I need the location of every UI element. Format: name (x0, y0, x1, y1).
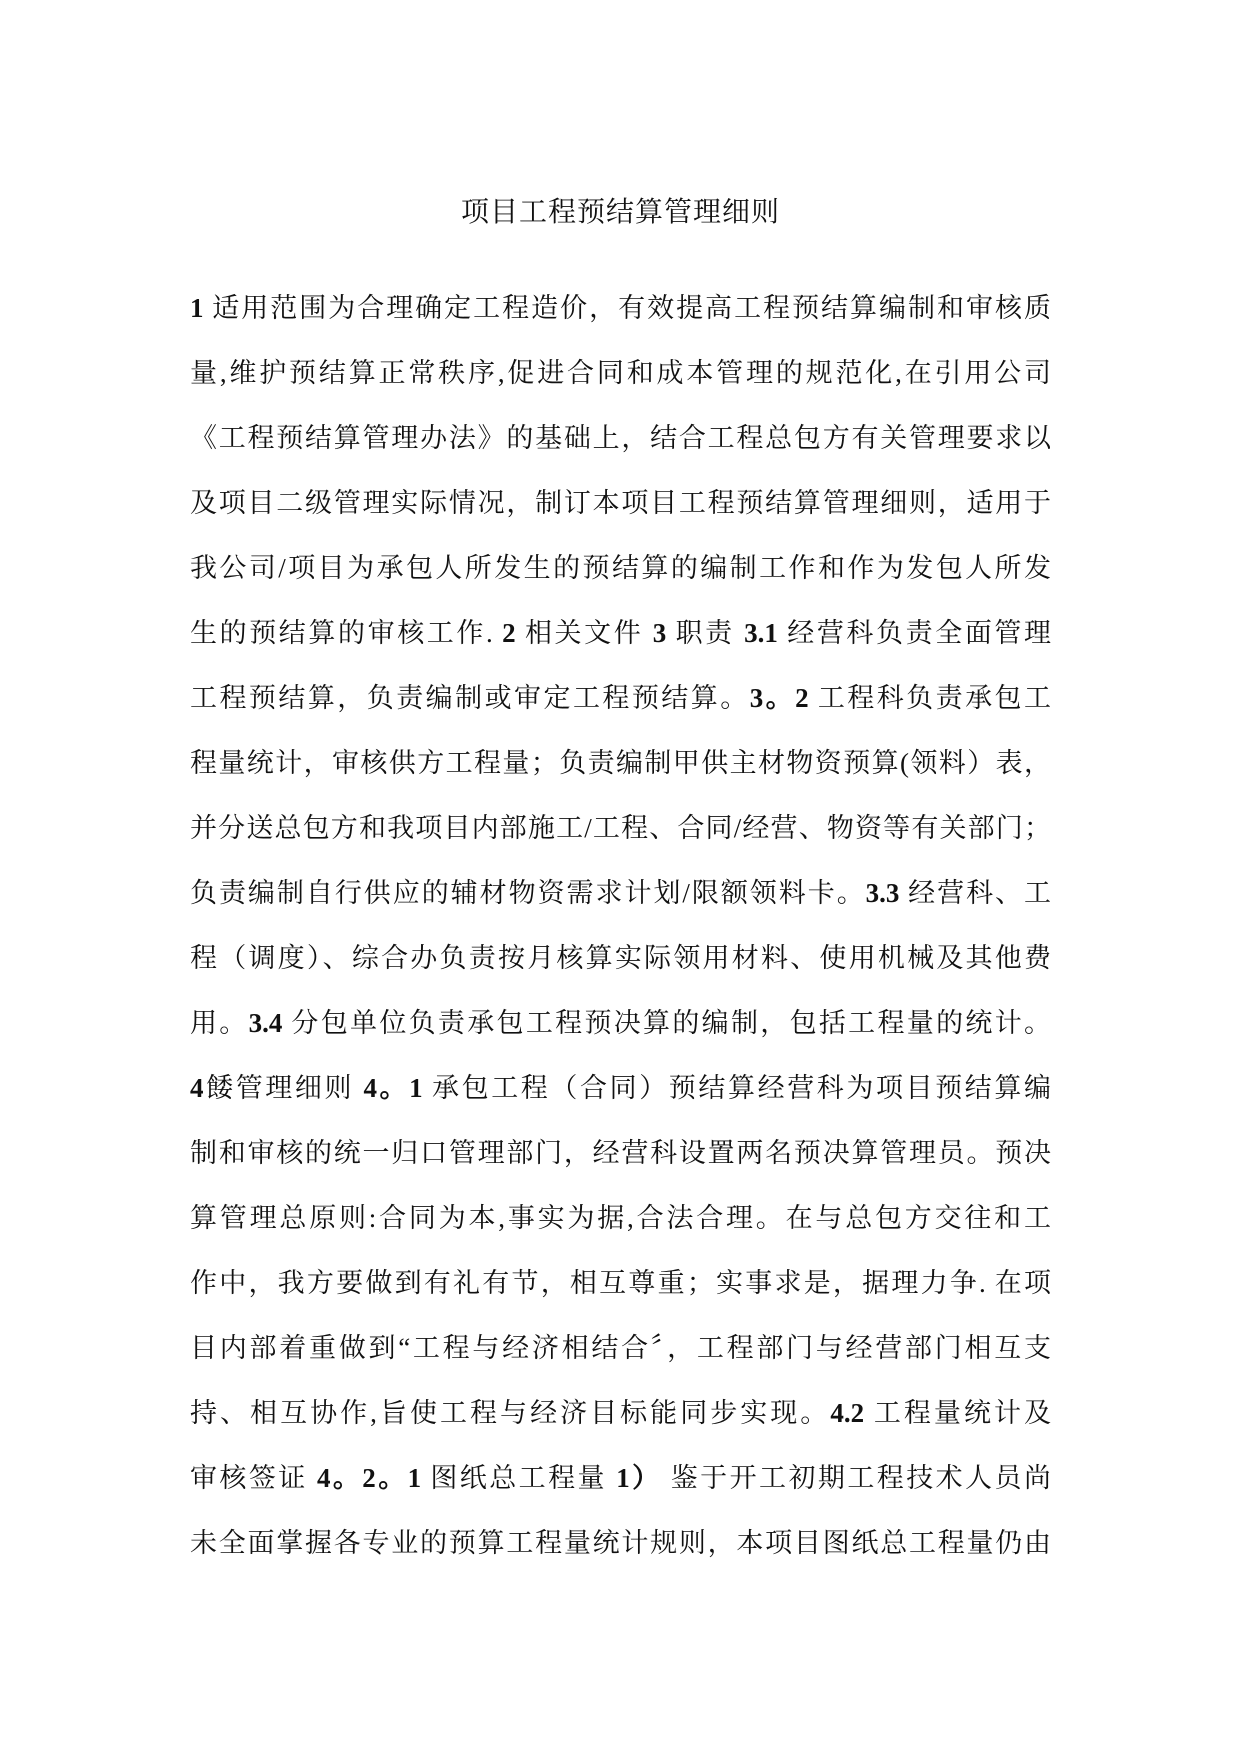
section-number: 3.1 (744, 618, 778, 648)
section-number: 1 (190, 293, 204, 323)
section-number: 4。2。1 (316, 1463, 422, 1493)
section-number: 4.2 (830, 1398, 865, 1428)
text-line (190, 1316, 1051, 1381)
line-text: 相关文件 (515, 618, 653, 648)
text-line (190, 536, 1051, 601)
line-text: 程量统计，审核供方工程量；负责编制甲供主材物资预算(领料）表， (190, 748, 1051, 778)
section-number: 4。1 (363, 1073, 423, 1103)
text-line (190, 731, 1051, 796)
line-text: 适用范围为合理确定工程造价，有效提高工程预结算编制和审核质 (203, 293, 1051, 323)
text-line (190, 1121, 1051, 1186)
line-text: 分包单位负责承包工程预决算的编制，包括工程量的统计。 (282, 1008, 1052, 1038)
line-text: 持、相互协作,旨使工程与经济目标能同步实现。 (190, 1398, 831, 1428)
line-text: 程（调度）、综合办负责按月核算实际领用材料、使用机械及其他费 (190, 943, 1051, 973)
line-text: 图纸总工程量 (421, 1463, 617, 1493)
text-line (190, 796, 1051, 861)
text-line (190, 1446, 1051, 1511)
text-line (190, 666, 1051, 731)
text-line (190, 991, 1051, 1056)
text-line (190, 1251, 1051, 1316)
text-line (190, 276, 1051, 341)
line-text: 餧管理细则 (203, 1073, 364, 1103)
text-line (190, 406, 1051, 471)
section-number: 3.3 (865, 878, 900, 908)
line-text: 我公司/项目为承包人所发生的预结算的编制工作和作为发包人所发 (190, 553, 1051, 583)
section-number: 3。2 (749, 683, 809, 713)
line-text: 鉴于开工初期工程技术人员尚 (661, 1463, 1051, 1493)
section-number: 1） (616, 1463, 662, 1493)
line-text: 目内部着重做到“工程与经济相结合〞，工程部门与经营部门相互支 (190, 1333, 1051, 1363)
text-line (190, 1056, 1051, 1121)
text-line (190, 1381, 1051, 1446)
section-number: 3 (652, 618, 667, 648)
line-text: 生的预结算的审核工作. (190, 618, 503, 648)
section-number: 3.4 (248, 1008, 283, 1038)
document-title: 项目工程预结算管理细则 (460, 197, 780, 228)
line-text: 职责 (666, 618, 745, 648)
line-text: 经营科负责全面管理 (777, 618, 1052, 648)
line-text: 工程量统计及 (864, 1398, 1052, 1428)
line-text: 经营科、工 (899, 878, 1051, 908)
line-text: 工程科负责承包工 (808, 683, 1052, 713)
line-text: 量,维护预结算正常秩序,促进合同和成本管理的规范化,在引用公司 (190, 358, 1051, 388)
document-body (190, 276, 1051, 1576)
section-number: 4 (190, 1073, 204, 1103)
line-text: 承包工程（合同）预结算经营科为项目预结算编 (422, 1073, 1052, 1103)
line-text: 算管理总原则:合同为本,事实为据,合法合理。在与总包方交往和工 (190, 1203, 1051, 1233)
text-line (190, 1511, 1051, 1576)
line-text: 《工程预结算管理办法》的基础上，结合工程总包方有关管理要求以 (190, 423, 1051, 453)
line-text: 用。 (190, 1008, 249, 1038)
text-line (190, 601, 1051, 666)
line-text: 审核签证 (190, 1463, 317, 1493)
line-text: 并分送总包方和我项目内部施工/工程、合同/经营、物资等有关部门； (190, 813, 1051, 843)
text-line (190, 471, 1051, 536)
text-line (190, 1186, 1051, 1251)
text-line (190, 926, 1051, 991)
line-text: 工程预结算，负责编制或审定工程预结算。 (190, 683, 750, 713)
text-line (190, 861, 1051, 926)
line-text: 未全面掌握各专业的预算工程量统计规则，本项目图纸总工程量仍由 (190, 1528, 1051, 1558)
section-number: 2 (502, 618, 516, 648)
line-text: 作中，我方要做到有礼有节，相互尊重；实事求是，据理力争. 在项 (190, 1268, 1051, 1298)
line-text: 负责编制自行供应的辅材物资需求计划/限额领料卡。 (190, 878, 866, 908)
line-text: 制和审核的统一归口管理部门，经营科设置两名预决算管理员。预决 (190, 1138, 1051, 1168)
line-text: 及项目二级管理实际情况，制订本项目工程预结算管理细则，适用于 (190, 488, 1051, 518)
text-line (190, 341, 1051, 406)
